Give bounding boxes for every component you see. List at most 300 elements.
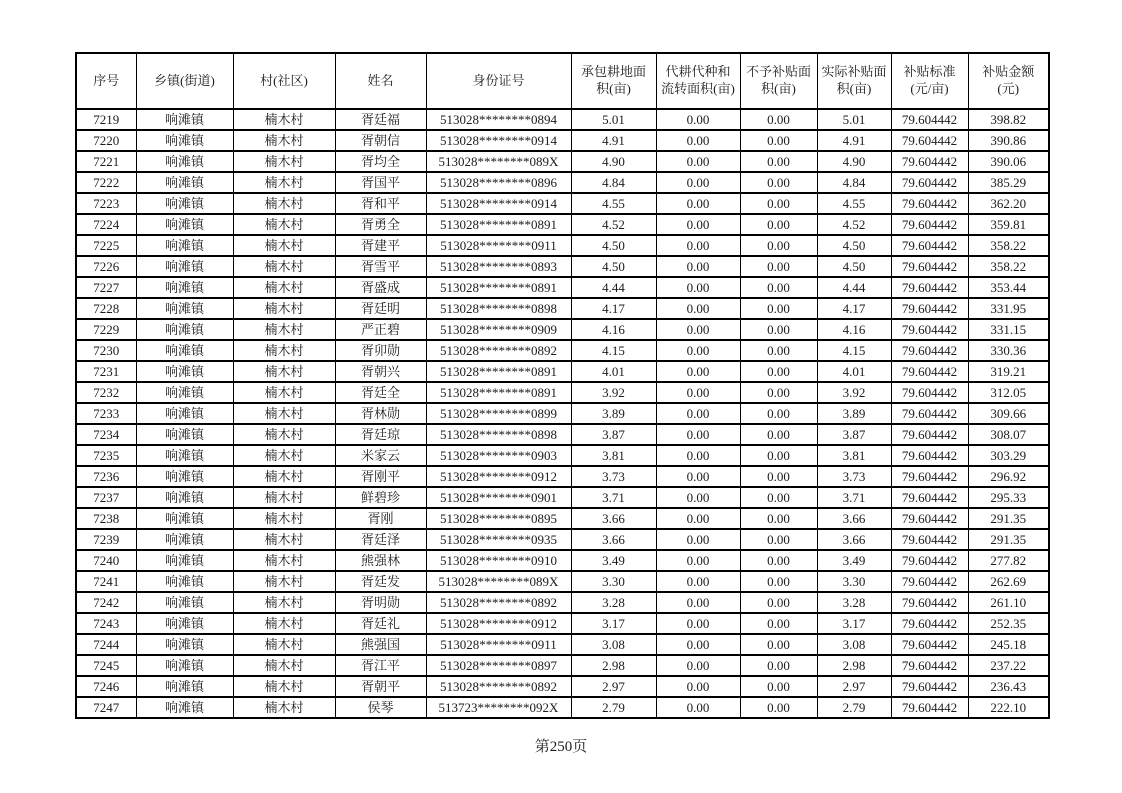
table-cell: 0.00 <box>656 550 740 571</box>
table-cell: 响滩镇 <box>136 445 233 466</box>
table-cell: 7237 <box>76 487 136 508</box>
table-cell: 513028********0896 <box>426 172 571 193</box>
table-row <box>76 529 1049 550</box>
table-cell: 4.52 <box>817 214 891 235</box>
table-cell: 0.00 <box>656 592 740 613</box>
table-cell: 楠木村 <box>233 550 335 571</box>
table-cell: 4.17 <box>817 298 891 319</box>
table-cell: 胥明勋 <box>335 592 426 613</box>
table-cell: 0.00 <box>740 445 817 466</box>
table-cell: 309.66 <box>968 403 1049 424</box>
table-cell: 响滩镇 <box>136 172 233 193</box>
table-cell: 楠木村 <box>233 109 335 130</box>
table-row <box>76 151 1049 172</box>
column-header-township: 乡镇(街道) <box>136 53 233 109</box>
table-cell: 0.00 <box>740 298 817 319</box>
table-cell: 楠木村 <box>233 193 335 214</box>
table-cell: 响滩镇 <box>136 697 233 718</box>
table-cell: 7243 <box>76 613 136 634</box>
table-cell: 277.82 <box>968 550 1049 571</box>
table-cell: 楠木村 <box>233 172 335 193</box>
table-cell: 0.00 <box>656 634 740 655</box>
table-cell: 0.00 <box>740 424 817 445</box>
table-cell: 0.00 <box>740 319 817 340</box>
table-cell: 0.00 <box>656 298 740 319</box>
table-cell: 3.71 <box>571 487 656 508</box>
table-cell: 胥江平 <box>335 655 426 676</box>
table-cell: 79.604442 <box>891 214 968 235</box>
table-cell: 79.604442 <box>891 256 968 277</box>
table-cell: 3.66 <box>817 508 891 529</box>
table-cell: 7227 <box>76 277 136 298</box>
table-cell: 0.00 <box>656 382 740 403</box>
table-cell: 3.81 <box>817 445 891 466</box>
table-cell: 0.00 <box>656 214 740 235</box>
table-cell: 79.604442 <box>891 613 968 634</box>
table-cell: 513028********0892 <box>426 592 571 613</box>
table-cell: 0.00 <box>740 130 817 151</box>
table-cell: 响滩镇 <box>136 256 233 277</box>
table-cell: 79.604442 <box>891 634 968 655</box>
table-body <box>76 109 1049 718</box>
table-cell: 7245 <box>76 655 136 676</box>
table-cell: 胥廷发 <box>335 571 426 592</box>
table-cell: 5.01 <box>571 109 656 130</box>
table-row <box>76 109 1049 130</box>
table-cell: 7235 <box>76 445 136 466</box>
table-cell: 4.15 <box>571 340 656 361</box>
table-cell: 7231 <box>76 361 136 382</box>
table-cell: 响滩镇 <box>136 151 233 172</box>
table-cell: 0.00 <box>740 193 817 214</box>
table-cell: 79.604442 <box>891 319 968 340</box>
table-cell: 7233 <box>76 403 136 424</box>
table-cell: 胥廷福 <box>335 109 426 130</box>
table-cell: 响滩镇 <box>136 676 233 697</box>
table-cell: 398.82 <box>968 109 1049 130</box>
table-cell: 4.91 <box>571 130 656 151</box>
table-cell: 胥盛成 <box>335 277 426 298</box>
table-cell: 3.49 <box>571 550 656 571</box>
table-cell: 291.35 <box>968 529 1049 550</box>
table-cell: 79.604442 <box>891 445 968 466</box>
table-cell: 7239 <box>76 529 136 550</box>
table-cell: 胥林勋 <box>335 403 426 424</box>
table-cell: 513028********0893 <box>426 256 571 277</box>
table-cell: 2.79 <box>817 697 891 718</box>
table-cell: 响滩镇 <box>136 340 233 361</box>
table-cell: 楠木村 <box>233 403 335 424</box>
table-row <box>76 445 1049 466</box>
table-cell: 390.06 <box>968 151 1049 172</box>
column-header-subsidy-amount: 补贴金额(元) <box>968 53 1049 109</box>
table-cell: 385.29 <box>968 172 1049 193</box>
table-cell: 513723********092X <box>426 697 571 718</box>
table-cell: 513028********0892 <box>426 340 571 361</box>
column-header-village: 村(社区) <box>233 53 335 109</box>
column-header-subsidy-standard: 补贴标准(元/亩) <box>891 53 968 109</box>
table-cell: 楠木村 <box>233 319 335 340</box>
table-cell: 303.29 <box>968 445 1049 466</box>
table-cell: 响滩镇 <box>136 403 233 424</box>
table-cell: 79.604442 <box>891 466 968 487</box>
table-cell: 4.16 <box>817 319 891 340</box>
table-cell: 0.00 <box>740 235 817 256</box>
table-cell: 4.55 <box>571 193 656 214</box>
table-cell: 7229 <box>76 319 136 340</box>
table-cell: 4.84 <box>817 172 891 193</box>
table-cell: 513028********0914 <box>426 130 571 151</box>
table-cell: 楠木村 <box>233 235 335 256</box>
table-cell: 79.604442 <box>891 676 968 697</box>
table-row <box>76 340 1049 361</box>
table-cell: 79.604442 <box>891 508 968 529</box>
table-cell: 胥国平 <box>335 172 426 193</box>
table-cell: 4.52 <box>571 214 656 235</box>
column-header-serial-number: 序号 <box>76 53 136 109</box>
table-cell: 响滩镇 <box>136 550 233 571</box>
table-cell: 胥朝平 <box>335 676 426 697</box>
table-cell: 3.73 <box>817 466 891 487</box>
table-cell: 响滩镇 <box>136 382 233 403</box>
table-cell: 响滩镇 <box>136 319 233 340</box>
table-cell: 4.44 <box>817 277 891 298</box>
table-cell: 响滩镇 <box>136 277 233 298</box>
table-cell: 79.604442 <box>891 529 968 550</box>
table-row <box>76 193 1049 214</box>
table-cell: 响滩镇 <box>136 634 233 655</box>
table-cell: 79.604442 <box>891 340 968 361</box>
table-cell: 3.17 <box>817 613 891 634</box>
table-cell: 胥卯勋 <box>335 340 426 361</box>
table-cell: 3.92 <box>817 382 891 403</box>
table-row <box>76 403 1049 424</box>
table-cell: 楠木村 <box>233 214 335 235</box>
column-header-transferred-area: 代耕代种和流转面积(亩) <box>656 53 740 109</box>
table-cell: 245.18 <box>968 634 1049 655</box>
table-row <box>76 277 1049 298</box>
table-cell: 0.00 <box>740 172 817 193</box>
table-cell: 楠木村 <box>233 508 335 529</box>
table-cell: 0.00 <box>656 172 740 193</box>
table-cell: 331.15 <box>968 319 1049 340</box>
table-cell: 0.00 <box>656 151 740 172</box>
table-row <box>76 172 1049 193</box>
table-cell: 79.604442 <box>891 109 968 130</box>
table-cell: 0.00 <box>740 676 817 697</box>
table-row <box>76 466 1049 487</box>
table-cell: 237.22 <box>968 655 1049 676</box>
table-row <box>76 361 1049 382</box>
table-cell: 513028********0895 <box>426 508 571 529</box>
table-cell: 358.22 <box>968 256 1049 277</box>
table-cell: 7232 <box>76 382 136 403</box>
table-cell: 2.98 <box>571 655 656 676</box>
table-cell: 0.00 <box>740 508 817 529</box>
table-row <box>76 592 1049 613</box>
column-header-non-subsidy-area: 不予补贴面积(亩) <box>740 53 817 109</box>
table-cell: 252.35 <box>968 613 1049 634</box>
table-cell: 3.89 <box>817 403 891 424</box>
table-cell: 513028********089X <box>426 151 571 172</box>
table-cell: 楠木村 <box>233 298 335 319</box>
table-cell: 79.604442 <box>891 403 968 424</box>
table-cell: 3.08 <box>817 634 891 655</box>
table-row <box>76 508 1049 529</box>
table-cell: 响滩镇 <box>136 361 233 382</box>
table-cell: 楠木村 <box>233 571 335 592</box>
table-cell: 513028********0911 <box>426 235 571 256</box>
table-cell: 4.90 <box>571 151 656 172</box>
table-cell: 513028********0898 <box>426 298 571 319</box>
table-cell: 胥朝信 <box>335 130 426 151</box>
table-cell: 3.92 <box>571 382 656 403</box>
table-cell: 359.81 <box>968 214 1049 235</box>
table-cell: 胥建平 <box>335 235 426 256</box>
table-cell: 楠木村 <box>233 529 335 550</box>
table-cell: 513028********0912 <box>426 466 571 487</box>
table-cell: 3.30 <box>817 571 891 592</box>
table-cell: 3.30 <box>571 571 656 592</box>
table-cell: 513028********0898 <box>426 424 571 445</box>
table-cell: 4.50 <box>571 256 656 277</box>
table-cell: 0.00 <box>740 382 817 403</box>
table-cell: 79.604442 <box>891 697 968 718</box>
table-cell: 0.00 <box>740 655 817 676</box>
table-row <box>76 634 1049 655</box>
table-cell: 0.00 <box>656 361 740 382</box>
table-cell: 0.00 <box>740 361 817 382</box>
table-cell: 0.00 <box>740 151 817 172</box>
table-cell: 513028********0892 <box>426 676 571 697</box>
table-cell: 胥廷全 <box>335 382 426 403</box>
table-cell: 79.604442 <box>891 235 968 256</box>
table-cell: 响滩镇 <box>136 235 233 256</box>
table-cell: 0.00 <box>740 613 817 634</box>
table-cell: 7246 <box>76 676 136 697</box>
table-cell: 楠木村 <box>233 277 335 298</box>
table-cell: 0.00 <box>656 277 740 298</box>
table-cell: 3.89 <box>571 403 656 424</box>
table-cell: 0.00 <box>740 256 817 277</box>
table-cell: 3.87 <box>571 424 656 445</box>
table-cell: 513028********0903 <box>426 445 571 466</box>
table-cell: 响滩镇 <box>136 508 233 529</box>
table-cell: 79.604442 <box>891 298 968 319</box>
subsidy-table <box>75 52 1050 719</box>
table-cell: 0.00 <box>656 655 740 676</box>
table-cell: 3.81 <box>571 445 656 466</box>
table-cell: 295.33 <box>968 487 1049 508</box>
table-cell: 4.44 <box>571 277 656 298</box>
table-cell: 响滩镇 <box>136 214 233 235</box>
table-cell: 3.28 <box>571 592 656 613</box>
table-cell: 331.95 <box>968 298 1049 319</box>
table-cell: 4.84 <box>571 172 656 193</box>
table-cell: 79.604442 <box>891 655 968 676</box>
table-cell: 7234 <box>76 424 136 445</box>
table-row <box>76 487 1049 508</box>
table-cell: 0.00 <box>740 277 817 298</box>
table-cell: 0.00 <box>656 235 740 256</box>
table-cell: 4.90 <box>817 151 891 172</box>
table-cell: 3.28 <box>817 592 891 613</box>
table-row <box>76 613 1049 634</box>
table-row <box>76 319 1049 340</box>
table-row <box>76 130 1049 151</box>
table-cell: 响滩镇 <box>136 193 233 214</box>
table-cell: 楠木村 <box>233 361 335 382</box>
table-cell: 79.604442 <box>891 487 968 508</box>
table-cell: 0.00 <box>656 445 740 466</box>
table-cell: 胥刚平 <box>335 466 426 487</box>
table-cell: 3.71 <box>817 487 891 508</box>
table-cell: 79.604442 <box>891 424 968 445</box>
table-cell: 4.17 <box>571 298 656 319</box>
table-cell: 513028********0899 <box>426 403 571 424</box>
table-cell: 楠木村 <box>233 634 335 655</box>
table-cell: 0.00 <box>656 319 740 340</box>
table-cell: 7241 <box>76 571 136 592</box>
table-cell: 楠木村 <box>233 466 335 487</box>
table-cell: 0.00 <box>740 550 817 571</box>
table-cell: 楠木村 <box>233 655 335 676</box>
table-cell: 0.00 <box>656 571 740 592</box>
table-row <box>76 256 1049 277</box>
table-cell: 513028********0935 <box>426 529 571 550</box>
table-cell: 楠木村 <box>233 676 335 697</box>
table-cell: 侯琴 <box>335 697 426 718</box>
table-cell: 胥雪平 <box>335 256 426 277</box>
table-cell: 513028********0891 <box>426 361 571 382</box>
table-cell: 79.604442 <box>891 571 968 592</box>
table-row <box>76 697 1049 718</box>
table-row <box>76 298 1049 319</box>
table-cell: 楠木村 <box>233 613 335 634</box>
table-cell: 3.73 <box>571 466 656 487</box>
table-row <box>76 235 1049 256</box>
table-cell: 362.20 <box>968 193 1049 214</box>
table-cell: 7242 <box>76 592 136 613</box>
table-cell: 308.07 <box>968 424 1049 445</box>
table-cell: 响滩镇 <box>136 613 233 634</box>
table-cell: 261.10 <box>968 592 1049 613</box>
table-cell: 513028********0912 <box>426 613 571 634</box>
table-cell: 330.36 <box>968 340 1049 361</box>
table-cell: 0.00 <box>740 487 817 508</box>
table-cell: 513028********0914 <box>426 193 571 214</box>
table-cell: 4.50 <box>817 235 891 256</box>
table-cell: 0.00 <box>656 109 740 130</box>
table-cell: 513028********0891 <box>426 382 571 403</box>
table-row <box>76 571 1049 592</box>
table-cell: 楠木村 <box>233 256 335 277</box>
table-cell: 0.00 <box>740 592 817 613</box>
table-cell: 3.87 <box>817 424 891 445</box>
table-cell: 响滩镇 <box>136 529 233 550</box>
table-cell: 296.92 <box>968 466 1049 487</box>
table-cell: 0.00 <box>656 256 740 277</box>
table-cell: 楠木村 <box>233 151 335 172</box>
table-row <box>76 676 1049 697</box>
table-cell: 7247 <box>76 697 136 718</box>
table-cell: 513028********0891 <box>426 277 571 298</box>
table-cell: 79.604442 <box>891 592 968 613</box>
column-header-actual-subsidy-area: 实际补贴面积(亩) <box>817 53 891 109</box>
table-row <box>76 550 1049 571</box>
table-cell: 236.43 <box>968 676 1049 697</box>
table-cell: 楠木村 <box>233 130 335 151</box>
table-cell: 响滩镇 <box>136 109 233 130</box>
table-cell: 7244 <box>76 634 136 655</box>
table-cell: 0.00 <box>656 193 740 214</box>
table-cell: 0.00 <box>656 403 740 424</box>
table-cell: 0.00 <box>740 340 817 361</box>
column-header-contracted-area: 承包耕地面积(亩) <box>571 53 656 109</box>
table-cell: 响滩镇 <box>136 487 233 508</box>
table-cell: 513028********0891 <box>426 214 571 235</box>
column-header-id-number: 身份证号 <box>426 53 571 109</box>
table-cell: 响滩镇 <box>136 655 233 676</box>
table-cell: 4.91 <box>817 130 891 151</box>
table-cell: 0.00 <box>740 466 817 487</box>
table-cell: 胥廷琼 <box>335 424 426 445</box>
table-cell: 0.00 <box>740 634 817 655</box>
table-cell: 7236 <box>76 466 136 487</box>
table-cell: 胥朝兴 <box>335 361 426 382</box>
table-cell: 291.35 <box>968 508 1049 529</box>
table-cell: 楠木村 <box>233 445 335 466</box>
table-cell: 0.00 <box>656 613 740 634</box>
table-cell: 79.604442 <box>891 130 968 151</box>
table-cell: 3.66 <box>571 508 656 529</box>
table-cell: 4.15 <box>817 340 891 361</box>
table-cell: 0.00 <box>740 214 817 235</box>
table-cell: 响滩镇 <box>136 571 233 592</box>
table-cell: 0.00 <box>740 571 817 592</box>
table-cell: 79.604442 <box>891 172 968 193</box>
table-cell: 米家云 <box>335 445 426 466</box>
table-cell: 熊强林 <box>335 550 426 571</box>
table-row <box>76 424 1049 445</box>
table-cell: 2.97 <box>571 676 656 697</box>
table-cell: 7220 <box>76 130 136 151</box>
table-cell: 7230 <box>76 340 136 361</box>
table-cell: 0.00 <box>740 529 817 550</box>
table-cell: 7225 <box>76 235 136 256</box>
table-cell: 胥廷礼 <box>335 613 426 634</box>
table-cell: 3.17 <box>571 613 656 634</box>
table-cell: 513028********0911 <box>426 634 571 655</box>
table-cell: 0.00 <box>656 487 740 508</box>
table-cell: 312.05 <box>968 382 1049 403</box>
table-cell: 7223 <box>76 193 136 214</box>
table-cell: 79.604442 <box>891 361 968 382</box>
table-cell: 响滩镇 <box>136 298 233 319</box>
table-cell: 胥廷明 <box>335 298 426 319</box>
table-cell: 0.00 <box>656 697 740 718</box>
table-cell: 79.604442 <box>891 382 968 403</box>
column-header-name: 姓名 <box>335 53 426 109</box>
table-cell: 390.86 <box>968 130 1049 151</box>
table-cell: 7228 <box>76 298 136 319</box>
table-cell: 楠木村 <box>233 592 335 613</box>
table-cell: 胥勇全 <box>335 214 426 235</box>
table-cell: 楠木村 <box>233 340 335 361</box>
page-number: 第250页 <box>534 739 588 755</box>
table-cell: 胥刚 <box>335 508 426 529</box>
table-cell: 响滩镇 <box>136 424 233 445</box>
